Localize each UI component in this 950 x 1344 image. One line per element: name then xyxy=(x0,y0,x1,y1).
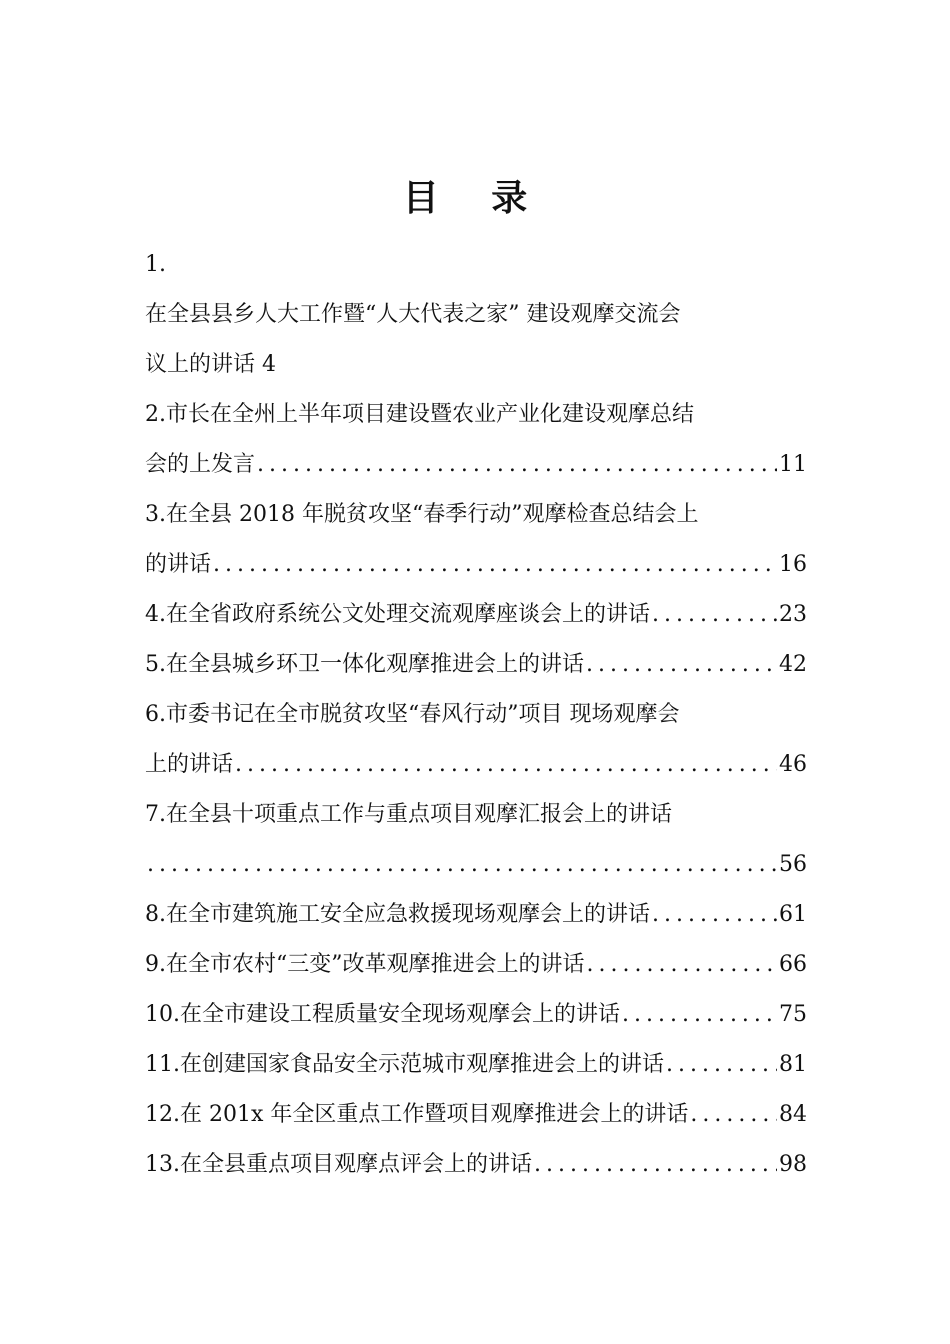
toc-entry-5-text: 5.在全县城乡环卫一体化观摩推进会上的讲话 xyxy=(145,652,584,677)
toc-entry-9-text: 9.在全市农村“三变”改革观摩推进会上的讲话 xyxy=(145,952,585,977)
toc-entry-2-page: 11 xyxy=(779,452,807,477)
leader-dots xyxy=(586,640,777,690)
leader-dots xyxy=(666,1040,777,1090)
leader-dots xyxy=(213,540,777,590)
toc-entry-10-text: 10.在全市建设工程质量安全现场观摩会上的讲话 xyxy=(145,1002,620,1027)
toc-entry-11-text: 11.在创建国家食品安全示范城市观摩推进会上的讲话 xyxy=(145,1052,664,1077)
toc-entry-7-line-1[interactable]: 7.在全县十项重点工作与重点项目观摩汇报会上的讲话 xyxy=(145,802,672,827)
toc-entry-2-text: 会的上发言 xyxy=(145,452,256,477)
toc-entry-5-page: 42 xyxy=(779,652,807,677)
toc-entry-6-text: 上的讲话 xyxy=(145,752,234,777)
toc-entry-13[interactable] xyxy=(145,1140,807,1190)
toc-entry-2-last-line[interactable] xyxy=(145,440,807,490)
toc-entry-8-page: 61 xyxy=(779,902,807,927)
leader-dots xyxy=(652,890,777,940)
toc-entry-5[interactable] xyxy=(145,640,807,690)
toc-entry-13-text: 13.在全县重点项目观摩点评会上的讲话 xyxy=(145,1152,532,1177)
toc-entry-12-text: 12.在 201x 年全区重点工作暨项目观摩推进会上的讲话 xyxy=(145,1102,689,1127)
table-of-contents xyxy=(145,240,807,1190)
leader-dots xyxy=(257,440,777,490)
toc-entry-6-line-1[interactable]: 6.市委书记在全市脱贫攻坚“春风行动”项目 现场观摩会 xyxy=(145,702,680,727)
leader-dots xyxy=(147,840,777,890)
toc-entry-11[interactable] xyxy=(145,1040,807,1090)
toc-entry-3-line-1[interactable]: 3.在全县 2018 年脱贫攻坚“春季行动”观摩检查总结会上 xyxy=(145,502,699,527)
toc-entry-4-text: 4.在全省政府系统公文处理交流观摩座谈会上的讲话 xyxy=(145,602,650,627)
toc-entry-9[interactable] xyxy=(145,940,807,990)
leader-dots xyxy=(622,990,777,1040)
leader-dots xyxy=(534,1140,777,1190)
toc-entry-3-page: 16 xyxy=(779,552,807,577)
toc-entry-2-line-1[interactable]: 2.市长在全州上半年项目建设暨农业产业化建设观摩总结 xyxy=(145,402,694,427)
toc-entry-12-page: 84 xyxy=(779,1102,807,1127)
toc-entry-10[interactable] xyxy=(145,990,807,1040)
toc-entry-1-line-3[interactable]: 议上的讲话 4 xyxy=(145,352,276,377)
toc-entry-8-text: 8.在全市建筑施工安全应急救援现场观摩会上的讲话 xyxy=(145,902,650,927)
leader-dots xyxy=(587,940,778,990)
toc-entry-11-page: 81 xyxy=(779,1052,807,1077)
toc-entry-3-text: 的讲话 xyxy=(145,552,212,577)
leader-dots xyxy=(690,1090,777,1140)
page-title: 目 录 xyxy=(402,177,548,219)
leader-dots xyxy=(235,740,777,790)
toc-entry-1-line-2[interactable]: 在全县县乡人大工作暨“人大代表之家” 建设观摩交流会 xyxy=(145,302,681,327)
toc-entry-12[interactable] xyxy=(145,1090,807,1140)
toc-entry-10-page: 75 xyxy=(779,1002,807,1027)
toc-entry-1-line-1[interactable]: 1. xyxy=(145,252,166,277)
toc-entry-4-page: 23 xyxy=(779,602,807,627)
toc-entry-4[interactable] xyxy=(145,590,807,640)
toc-entry-6-page: 46 xyxy=(779,752,807,777)
toc-entry-8[interactable] xyxy=(145,890,807,940)
toc-entry-3-last-line[interactable] xyxy=(145,540,807,590)
toc-entry-7-page: 56 xyxy=(779,852,807,877)
toc-entry-7-last-line[interactable] xyxy=(145,840,807,890)
toc-entry-9-page: 66 xyxy=(779,952,807,977)
leader-dots xyxy=(652,590,777,640)
toc-entry-6-last-line[interactable] xyxy=(145,740,807,790)
toc-entry-13-page: 98 xyxy=(779,1152,807,1177)
